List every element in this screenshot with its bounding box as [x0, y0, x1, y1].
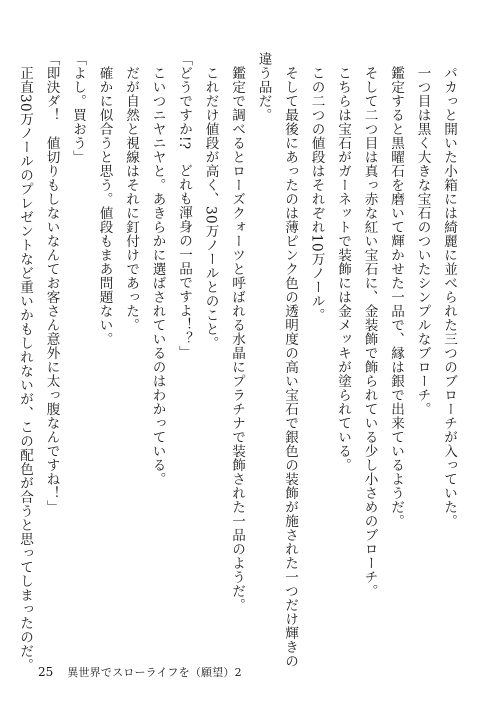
- text-line: だが自然と視線はそれに釘付けであった。: [123, 65, 139, 332]
- text-line: そして最後にあったのは薄ピンク色の透明度の高い宝石で銀色の装飾が施された一つだけ輝きの: [282, 65, 298, 668]
- text-line: 正直30万ノールのプレゼントなど重いかもしれないが、この配色が合うと思ってしまったのだ。: [17, 65, 33, 672]
- text-line: これだけ値段が高く、30万ノールとのこと。: [202, 65, 219, 350]
- text-line: 鑑定すると黒曜石を磨いて輝かせた一品で、縁は銀で出来ているようだ。: [388, 65, 404, 528]
- text-line: 「即決ダ！ 値切りもしないなんてお客さん意外に太っ腹なんですね！」: [43, 52, 60, 514]
- text-line: そして二つ目は真っ赤な紅い宝石に、金装飾で飾られている少し小さめのブローチ。: [361, 65, 378, 598]
- text-line: パカっと開いた小箱には綺麗に並べられた三つのブローチが入っていた。: [441, 65, 457, 528]
- book-title: 異世界でスローライフを（願望）2: [67, 666, 242, 679]
- text-line: 鑑定で調べるとローズクォーツと呼ばれる水晶にプラチナで装飾された一品のようだ。: [229, 65, 245, 612]
- page-footer: [38, 664, 242, 680]
- text-line: 確かに似合うと思う。値段もまあ問題ない。: [96, 65, 113, 346]
- page-number: 25: [38, 665, 54, 679]
- text-line: 違う品だ。: [255, 52, 272, 122]
- text-line: 「どうですか!? どれも渾身の一品ですよ！？」: [176, 52, 192, 360]
- text-line: 「よし。買おう」: [70, 52, 86, 164]
- text-line: こいつニヤニヤと。あきらかに選ばされているのはわかっている。: [149, 65, 166, 486]
- text-line: 一つ目は黒く大きな宝石のついたシンプルなブローチ。: [414, 65, 431, 416]
- text-line: この二つの値段はそれぞれ10万ノール。: [308, 65, 325, 322]
- text-line: こちらは宝石がガーネットで装飾には金メッキが塗られている。: [335, 65, 351, 472]
